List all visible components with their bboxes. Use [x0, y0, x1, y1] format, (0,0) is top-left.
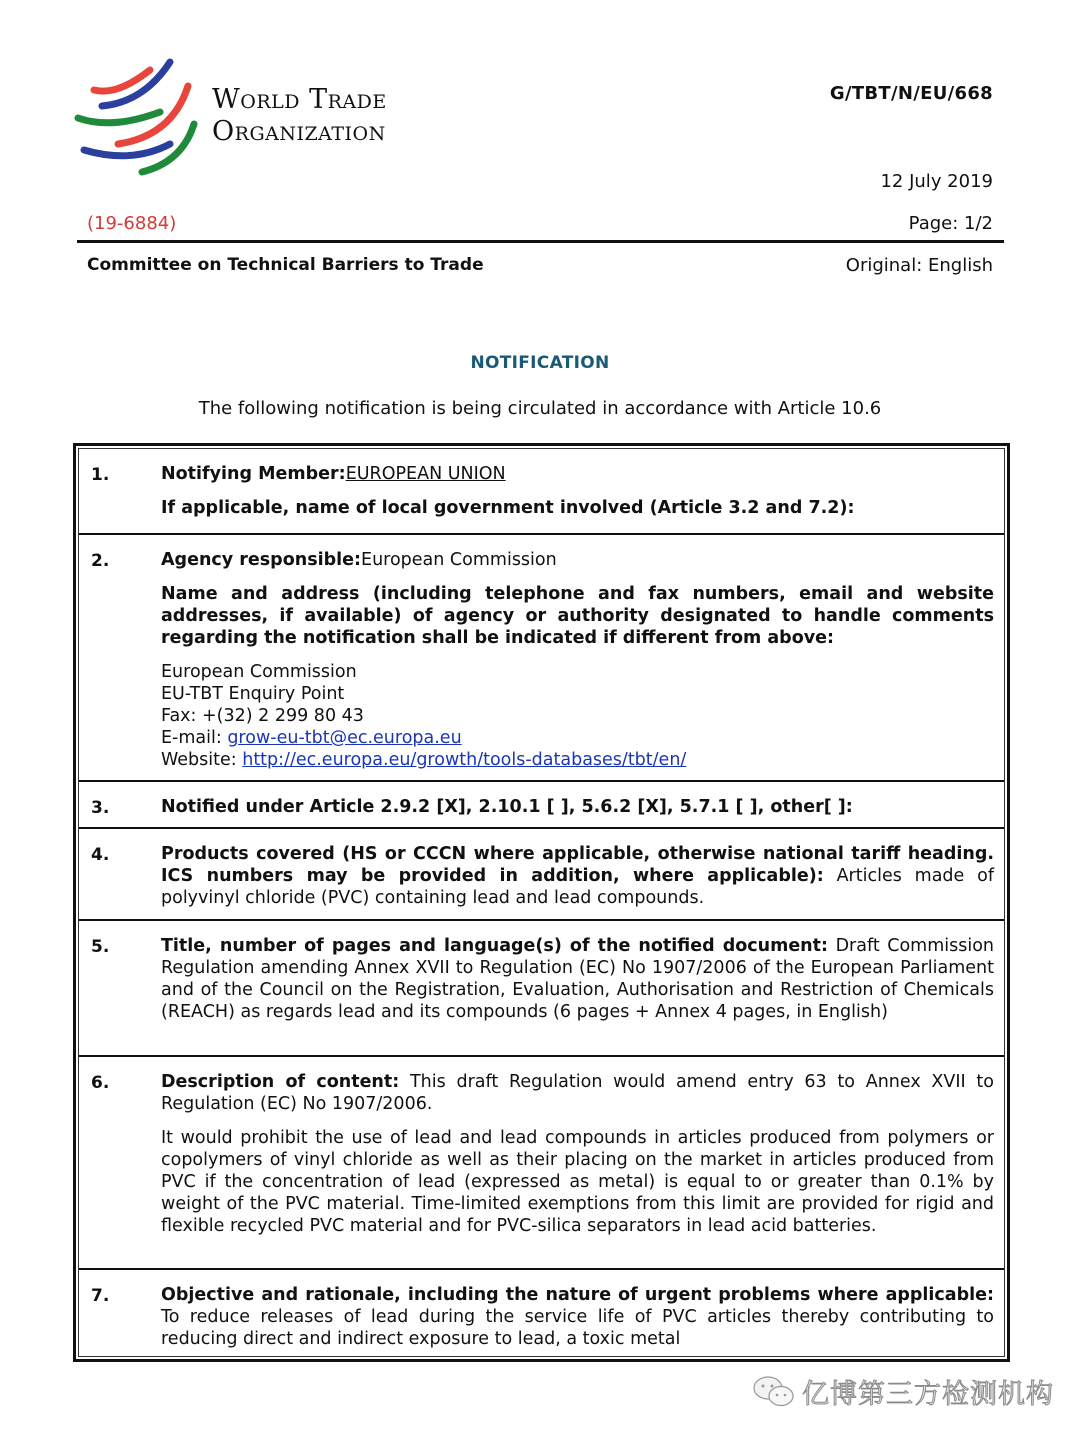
table-row — [79, 449, 1004, 533]
agency-value: European Commission — [361, 550, 557, 570]
item-label: Title, number of pages and language(s) of the notified document: — [161, 936, 829, 956]
page-number: Page: 1/2 — [908, 213, 993, 234]
item-value: Articles made of polyvinyl chloride (PVC) containing lead and lead compounds. — [161, 866, 994, 908]
item-number: 3. — [91, 798, 110, 818]
original-language: Original: English — [845, 255, 993, 276]
wto-globe-icon — [72, 56, 202, 176]
agency-address — [161, 661, 994, 771]
item-label: Objective and rationale, including the nature of urgent problems where applicable: — [161, 1285, 994, 1305]
address-line1: European Commission — [161, 662, 357, 682]
notifying-member-value: EUROPEAN UNION — [345, 464, 506, 484]
item-number: 6. — [91, 1073, 110, 1093]
table-row — [79, 533, 1004, 780]
item-value: Draft Commission Regulation amending Annex XVII to Regulation (EC) No 1907/2006 of the European Parliament and of the Council on the Registration, Evaluation, Authorisation and Restriction of Chemicals (REACH) as regards lead and its compounds (6 pages + Annex 4 pages, in English) — [161, 936, 995, 1022]
email-link[interactable]: grow-eu-tbt@ec.europa.eu — [227, 728, 462, 748]
item-label: Products covered (HS or CCCN where applicable, otherwise national tariff heading. ICS numbers may be provided in addition, where applicable): — [161, 844, 994, 886]
document-date: 12 July 2019 — [880, 171, 993, 192]
watermark-text: 亿博第三方检测机构 — [802, 1379, 1054, 1410]
item-paragraph: It would prohibit the use of lead and lead compounds in articles produced from polymers or copolymers of vinyl chloride as well as their placing on the market in articles produced from PVC if the concentration of lead (expressed as metal) is equal to or greater than 0.1% by weight of the PVC material. Time-limited exemptions from this limit are provided for rigid and flexible recycled PVC material and for PVC-silica separators in lead acid batteries. — [161, 1128, 994, 1236]
document-symbol: G/TBT/N/EU/668 — [829, 83, 993, 104]
notification-intro: The following notification is being circulated in accordance with Article 10.6 — [198, 398, 882, 419]
item-number: 1. — [91, 465, 110, 485]
notification-table — [73, 443, 1010, 1362]
watermark — [752, 1372, 1054, 1411]
item-label: Description of content: — [161, 1072, 400, 1092]
item-sublabel: If applicable, name of local government involved (Article 3.2 and 7.2): — [161, 498, 855, 518]
wechat-icon — [752, 1374, 796, 1410]
item-number: 7. — [91, 1286, 110, 1306]
header-divider — [77, 240, 1004, 243]
item-value: This draft Regulation would amend entry 63 to Annex XVII to Regulation (EC) No 1907/2006. — [161, 1072, 995, 1114]
document-reference: (19-6884) — [87, 213, 177, 234]
item-label: Agency responsible: — [161, 550, 362, 570]
item-number: 5. — [91, 937, 110, 957]
item-label: Notifying Member: — [161, 464, 346, 484]
wto-logo — [72, 56, 462, 176]
org-name-line2: Organization — [212, 116, 386, 147]
email-label: E-mail: — [161, 728, 228, 748]
table-row — [79, 827, 1004, 919]
item-number: 4. — [91, 845, 110, 865]
item-value: To reduce releases of lead during the service life of PVC articles thereby contributing to reducing direct and indirect exposure to lead, a toxic metal — [161, 1307, 994, 1349]
item-number: 2. — [91, 551, 110, 571]
notification-title: NOTIFICATION — [470, 353, 610, 373]
table-row — [79, 1055, 1004, 1268]
address-line2: EU-TBT Enquiry Point — [161, 684, 345, 704]
website-link[interactable]: http://ec.europa.eu/growth/tools-databases/tbt/en/ — [242, 750, 687, 770]
table-row — [79, 919, 1004, 1055]
item-sublabel: Name and address (including telephone and fax numbers, email and website addresses, if available) of agency or authority designated to handle comments regarding the notification shall be indicated if different from above: — [161, 584, 994, 648]
org-name-line1: World Trade — [212, 84, 387, 115]
item-label: Notified under Article 2.9.2 [X], 2.10.1 [ ], 5.6.2 [X], 5.7.1 [ ], other[ ]: — [161, 797, 853, 817]
committee-name: Committee on Technical Barriers to Trade — [87, 255, 484, 275]
wto-logo-text — [212, 84, 387, 148]
address-fax: Fax: +(32) 2 299 80 43 — [161, 706, 364, 726]
website-label: Website: — [161, 750, 243, 770]
table-row — [79, 1268, 1004, 1356]
table-row — [79, 780, 1004, 827]
